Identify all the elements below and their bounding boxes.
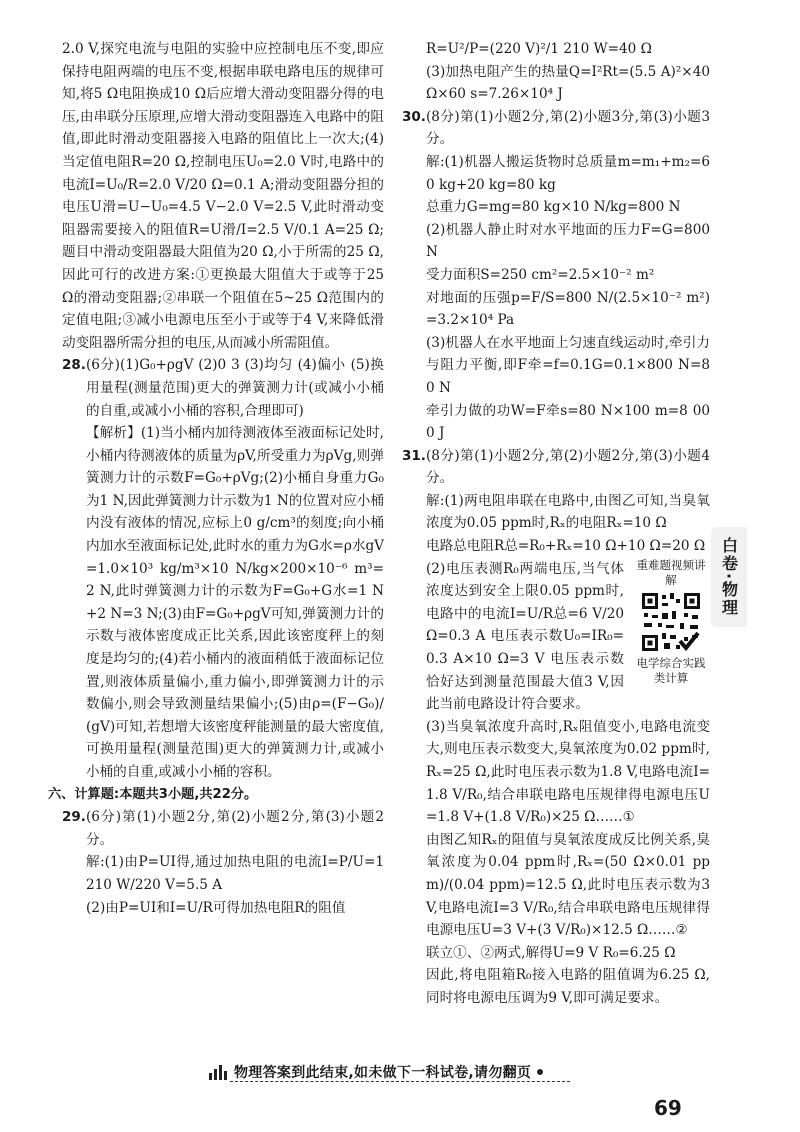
solution-line: 牵引力做的功W=F牵s=80 N×100 m=8 000 J <box>426 402 710 442</box>
subject-label: 白卷·物理 <box>719 536 739 618</box>
solution-line: 解:(1)两电阻串联在电路中,由图乙可知,当臭氧浓度为0.05 ppm时,Rₓ的电阻Rₓ=10 Ω <box>426 492 710 532</box>
solution-line: (3)加热电阻产生的热量Q=I²Rt=(5.5 A)²×40 Ω×60 s=7.26×10⁴ J <box>426 63 710 103</box>
qr-section <box>402 558 710 716</box>
qr-caption-top-text: 重难题视频讲解 <box>636 557 706 587</box>
subject-side-tab <box>711 527 747 627</box>
question-30-answer: (8分)第(1)小题2分,第(2)小题3分,第(3)小题3分。 <box>426 108 710 148</box>
solution-line: (2)机器人静止时对水平地面的压力F=G=800 N <box>426 221 710 261</box>
solution-line: 电路总电阻R总=R₀+Rₓ=10 Ω+10 Ω=20 Ω <box>426 538 706 555</box>
question-number: 29. <box>62 809 86 826</box>
question-number: 28. <box>62 357 86 374</box>
solution-line: 联立①、②两式,解得U=9 V R₀=6.25 Ω <box>426 944 676 961</box>
qr-code-box[interactable] <box>632 558 710 686</box>
footer-text: 物理答案到此结束,如未做下一科试卷,请勿翻页 <box>234 1065 532 1081</box>
footer-notice <box>208 1062 578 1082</box>
question-30 <box>402 106 710 151</box>
solution-line: (3)机器人在水平地面上匀速直线运动时,牵引力与阻力平衡,即F牵=f=0.1G=0.1×800 N=80 N <box>426 334 710 396</box>
footer-dashed-line <box>230 1081 570 1082</box>
solution-line: 由图乙知Rₓ的阻值与臭氧浓度成反比例关系,臭氧浓度为0.04 ppm时,Rₓ=(50 Ω×0.01 ppm)/(0.04 ppm)=12.5 Ω,此时电压表示数为3 V,电路电流I=3 V/R₀,结合串联电路电压规律得电源电压U=3 V+(3 V/R₀)×12.5 Ω……② <box>426 831 710 939</box>
question-28 <box>62 354 384 422</box>
solution-line: 因此,将电阻箱R₀接入电路的阻值调为6.25 Ω,同时将电源电压调为9 V,即可满足要求。 <box>426 967 710 1006</box>
question-31 <box>402 445 710 490</box>
solution-line: 解:(1)由P=UI得,通过加热电阻的电流I=P/U=1 210 W/220 V=5.5 A <box>86 854 384 893</box>
question-28-analysis: 【解析】(1)当小桶内加待测液体至液面标记处时,小桶内待测液体的质量为ρV,所受重力为ρVg,则弹簧测力计的示数F=G₀+ρVg;(2)小桶自身重力G₀为1 N,因此弹簧测力计示数为1 N的位置对应小桶内没有液体的情况,应标上0 g/cm³的刻度;向小桶内加水至液面标记处,此时水的重力为G水=ρ水gV=1.0×10³ kg/m³×10 N/kg×200×10⁻⁶ m³=2 N,此时弹簧测力计的示数为F=G₀+G水=1 N+2 N=3 N;(3)由F=G₀+ρgV可知,弹簧测力计的示数与液体密度成正比关系,因此该密度秤上的刻度是均匀的;(4)若小桶内的液面稍低于液面标记位置,则液体质量偏小,重力偏小,即弹簧测力计的示数偏小,则会导致测量结果偏小;(5)由ρ=(F−G₀)/(gV)可知,若想增大该密度秤能测量的最大密度值,可换用量程(测量范围)更大的弹簧测力计,或减小小桶的自重,或减小小桶的容积。 <box>86 425 384 780</box>
solution-line: (2)电压表测R₀两端电压,当气体浓度达到安全上限0.05 ppm时,电路中的电流I=U/R总=6 V/20 Ω=0.3 A 电压表示数U₀=IR₀=0.3 A×10 Ω=3 V 电压表示数恰好达到测量范围最大值3 V,因此当前电路设计符合要求。 <box>426 560 624 713</box>
solution-line: 总重力G=mg=80 kg×10 N/kg=800 N <box>426 199 681 216</box>
bar-chart-icon <box>208 1064 228 1080</box>
page-number: 69 <box>654 1096 682 1120</box>
dot-icon <box>535 1067 545 1077</box>
solution-line: 受力面积S=250 cm²=2.5×10⁻² m² <box>426 266 655 283</box>
qr-code-icon[interactable] <box>640 591 702 653</box>
qr-caption-bottom: 电学综合实践类计算 <box>636 655 706 685</box>
question-28-answer: (6分)(1)G₀+ρgV (2)0 3 (3)均匀 (4)偏小 (5)换用量程(测量范围)更大的弹簧测力计(或减小小桶的自重,或减小小桶的容积,合理即可) <box>86 357 384 419</box>
question-31-answer: (8分)第(1)小题2分,第(2)小题2分,第(3)小题4分。 <box>426 447 710 487</box>
solution-line: (3)当臭氧浓度升高时,Rₓ阻值变小,电路电流变大,则电压表示数变大,臭氧浓度为0.02 ppm时,Rₓ=25 Ω,此时电压表示数为1.8 V,电路电流I=1.8 V/R₀,结合串联电路电压规律得电源电压U=1.8 V+(1.8 V/R₀)×25 Ω……① <box>426 718 710 826</box>
question-number: 31. <box>402 447 426 464</box>
question-number: 30. <box>402 108 426 125</box>
solution-line: (2)由P=UI和I=U/R可得加热电阻R的阻值 <box>86 899 346 916</box>
solution-line: R=U²/P=(220 V)²/1 210 W=40 Ω <box>426 41 652 57</box>
solution-line: 对地面的压强p=F/S=800 N/(2.5×10⁻² m²)=3.2×10⁴ Pa <box>426 289 710 329</box>
question-29 <box>62 806 384 851</box>
right-column <box>402 38 710 1010</box>
section-heading: 六、计算题:本题共3小题,共22分。 <box>48 786 258 802</box>
solution-line: 解:(1)机器人搬运货物时总质量m=m₁+m₂=60 kg+20 kg=80 kg <box>426 153 710 193</box>
question-29-answer: (6分)第(1)小题2分,第(2)小题2分,第(3)小题2分。 <box>86 809 384 848</box>
left-column <box>48 38 384 919</box>
q27-continuation: 2.0 V,探究电流与电阻的实验中应控制电压不变,即应保持电阻两端的电压不变,根据串联电路电压的规律可知,将5 Ω电阻换成10 Ω后应增大滑动变阻器分得的电压,由串联分压原理,应增大滑动变阻器连入电路中的阻值,即此时滑动变阻器接入电路的阻值比上一次大;(4)当定值电阻R=20 Ω,控制电压U₀=2.0 V时,电路中的电流I=U₀/R=2.0 V/20 Ω=0.1 A;滑动变阻器分担的电压U滑=U−U₀=4.5 V−2.0 V=2.5 V,此时滑动变阻器需要接入的阻值R=U滑/I=2.5 V/0.1 A=25 Ω;题目中滑动变阻器最大阻值为20 Ω,小于所需的25 Ω,因此可行的改进方案:①更换最大阻值大于或等于25 Ω的滑动变阻器;②串联一个阻值在5~25 Ω范围内的定值电阻;③减小电源电压至小于或等于4 V,来降低滑动变阻器所需分担的电压,从而减小所需阻值。 <box>62 41 384 351</box>
